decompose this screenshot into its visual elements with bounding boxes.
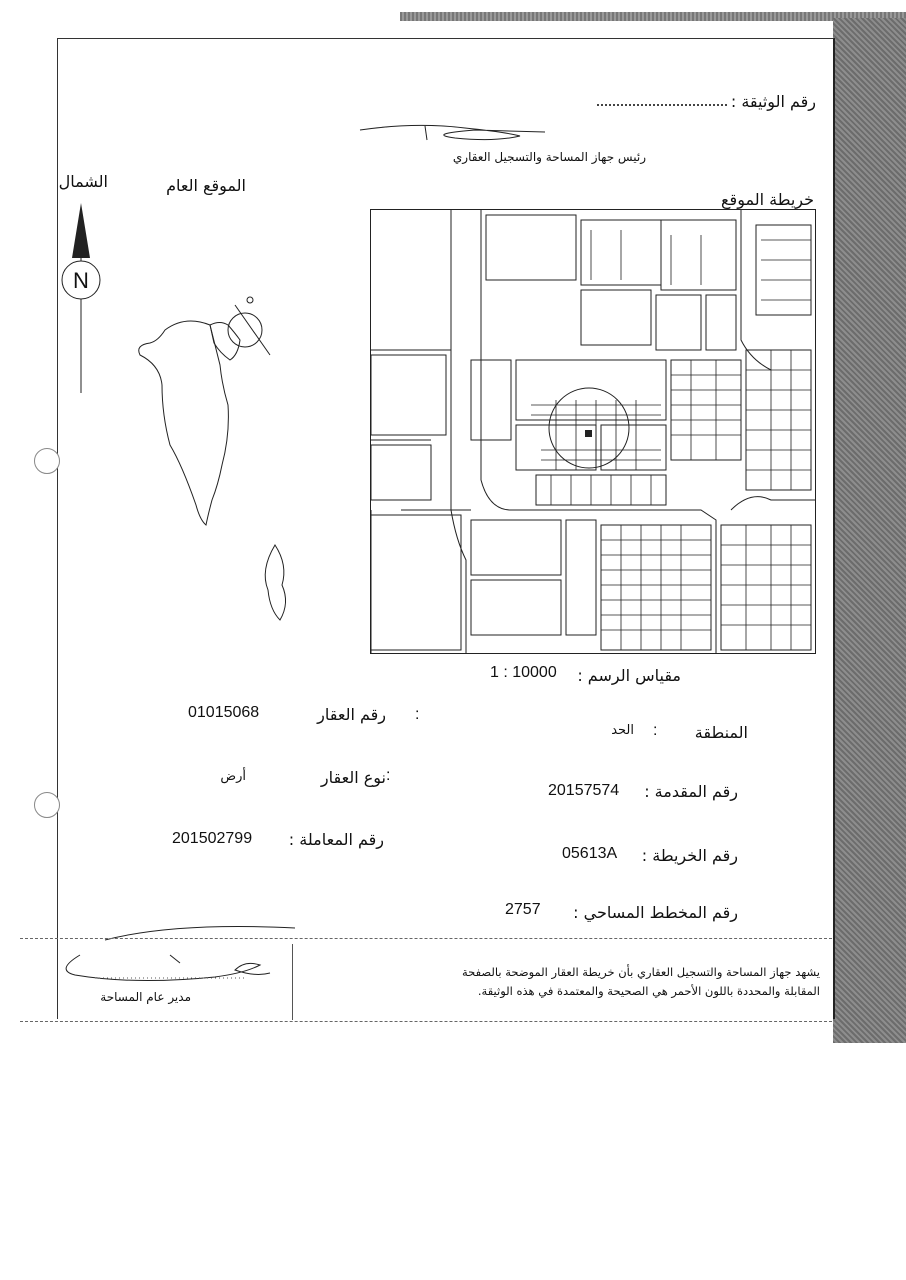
north-arrow-icon xyxy=(56,198,106,398)
survey-plan-number-value: 2757 xyxy=(505,901,541,918)
north-label: الشمال xyxy=(58,172,108,191)
map-number-value: 05613A xyxy=(562,845,618,862)
property-type-value: أرض xyxy=(220,769,246,784)
scan-right-edge xyxy=(833,18,906,1043)
punch-hole-lower xyxy=(34,792,60,818)
general-site-label: الموقع العام xyxy=(166,176,246,195)
scan-top-edge xyxy=(400,12,906,21)
property-type-label: نوع العقار xyxy=(320,768,386,787)
site-map-title: خريطة الموقع xyxy=(721,190,814,209)
property-type-sep: : xyxy=(386,767,391,784)
footer-divider xyxy=(292,944,293,1020)
site-map-drawing xyxy=(371,210,815,653)
document-number-label: رقم الوثيقة : xyxy=(730,92,816,111)
head-title: رئيس جهاز المساحة والتسجيل العقاري xyxy=(452,150,646,164)
director-signature xyxy=(55,945,285,990)
property-number-label: رقم العقار xyxy=(317,705,386,724)
scale-value: 1 : 10000 xyxy=(490,664,557,681)
area-label: المنطقة xyxy=(694,723,748,742)
bahrain-outline-map xyxy=(110,285,310,645)
transaction-number-value: 201502799 xyxy=(172,830,253,847)
area-value: الحد xyxy=(611,723,634,738)
application-number-label: رقم المقدمة : xyxy=(644,782,738,801)
area-sep: : xyxy=(653,722,658,739)
transaction-number-label: رقم المعاملة : xyxy=(288,830,384,849)
punch-hole-upper xyxy=(34,448,60,474)
property-number-value: 01015068 xyxy=(188,704,260,721)
certification-line-1: يشهد جهاز المساحة والتسجيل العقاري بأن خريطة العقار الموضحة بالصفحة xyxy=(461,965,820,979)
north-letter: N xyxy=(73,268,89,293)
application-number-value: 20157574 xyxy=(548,782,620,799)
document-number-line xyxy=(597,104,727,106)
survey-plan-number-label: رقم المخطط المساحي : xyxy=(573,903,738,922)
head-signature xyxy=(355,118,555,148)
site-map xyxy=(370,209,816,654)
signatory-title: مدير عام المساحة xyxy=(100,990,191,1004)
scale-label: مقياس الرسم : xyxy=(577,666,681,685)
property-number-sep: : xyxy=(415,706,420,723)
map-number-label: رقم الخريطة : xyxy=(641,846,738,865)
certification-line-2: المقابلة والمحددة باللون الأحمر هي الصحيحة والمعتمدة في هذه الوثيقة. xyxy=(477,984,820,998)
